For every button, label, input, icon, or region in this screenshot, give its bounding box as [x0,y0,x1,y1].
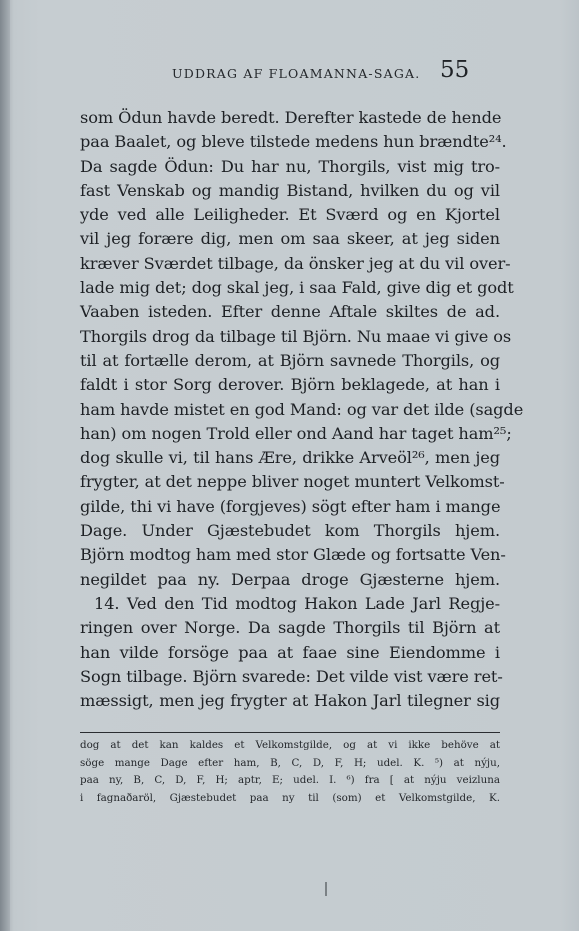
text-line: ham havde mistet en god Mand: og var det ilde (sagde [80,399,524,419]
footnotes [80,732,500,807]
footnote-line: paa ny, B, C, D, F, H; aptr, E; udel. I. ⁶) fra [ at nýju veizluna [80,774,500,786]
text-line: gilde, thi vi have (forgjeves) sögt efter ham i mange [80,496,501,516]
print-mark [325,882,327,896]
footnote-line: söge mange Dage efter ham, B, C, D, F, H; udel. K. ⁵) at nýju, [80,756,500,769]
text-line: ringen over Norge. Da sagde Thorgils til Björn at [80,618,500,638]
text-line: paa Baalet, og bleve tilstede medens hun brændte²⁴. [80,132,507,152]
text-line: han vilde forsöge paa at faae sine Eiendomme i [80,642,500,662]
running-title: UDDRAG AF FLOAMANNA-SAGA. [172,66,421,81]
text-line: Da sagde Ödun: Du har nu, Thorgils, vist mig tro- [80,156,500,176]
text-line: som Ödun havde beredt. Derefter kastede de hende [80,108,502,127]
page-number: 55 [440,57,470,83]
text-line: Björn modtog ham med stor Glæde og fortsatte Ven- [80,545,506,565]
text-line: han) om nogen Trold eller ond Aand har taget ham²⁵; [80,423,512,443]
text-line: mæssigt, men jeg frygter at Hakon Jarl tilegner sig [80,691,500,711]
text-line: kræver Sværdet tilbage, da önsker jeg at du vil over- [80,253,511,273]
text-line: 14. Ved den Tid modtog Hakon Lade Jarl Regje- [94,593,500,613]
page-gutter [0,0,10,931]
text-line: yde ved alle Leiligheder. Et Sværd og en Kjortel [80,205,500,225]
footnote-line: i fagnaðaröl, Gjæstebudet paa ny til (som) et Velkomstgilde, K. [80,791,500,804]
text-line: Vaaben isteden. Efter denne Aftale skiltes de ad. [80,302,500,322]
text-line: Dage. Under Gjæstebudet kom Thorgils hjem. [80,521,500,541]
text-line: negildet paa ny. Derpaa droge Gjæsterne hjem. [80,569,500,589]
text-line: til at fortælle derom, at Björn savnede Thorgils, og [80,350,500,370]
body-text [80,106,524,713]
text-line: faldt i stor Sorg derover. Björn beklagede, at han i [80,375,500,395]
text-line: vil jeg forære dig, men om saa skeer, at jeg siden [80,229,500,249]
page-header [80,57,500,90]
text-line: dog skulle vi, til hans Ære, drikke Arveöl²⁶, men jeg [80,448,500,468]
text-line: Sogn tilbage. Björn svarede: Det vilde vist være ret- [80,666,503,686]
text-line: fast Venskab og mandig Bistand, hvilken du og vil [80,180,500,200]
text-line: lade mig det; dog skal jeg, i saa Fald, give dig et godt [80,278,514,298]
text-line: frygter, at det neppe bliver noget muntert Velkomst- [80,472,505,492]
footnote-line: dog at det kan kaldes et Velkomstgilde, og at vi ikke behöve at [80,739,500,751]
text-line: Thorgils drog da tilbage til Björn. Nu maae vi give os [80,326,512,346]
